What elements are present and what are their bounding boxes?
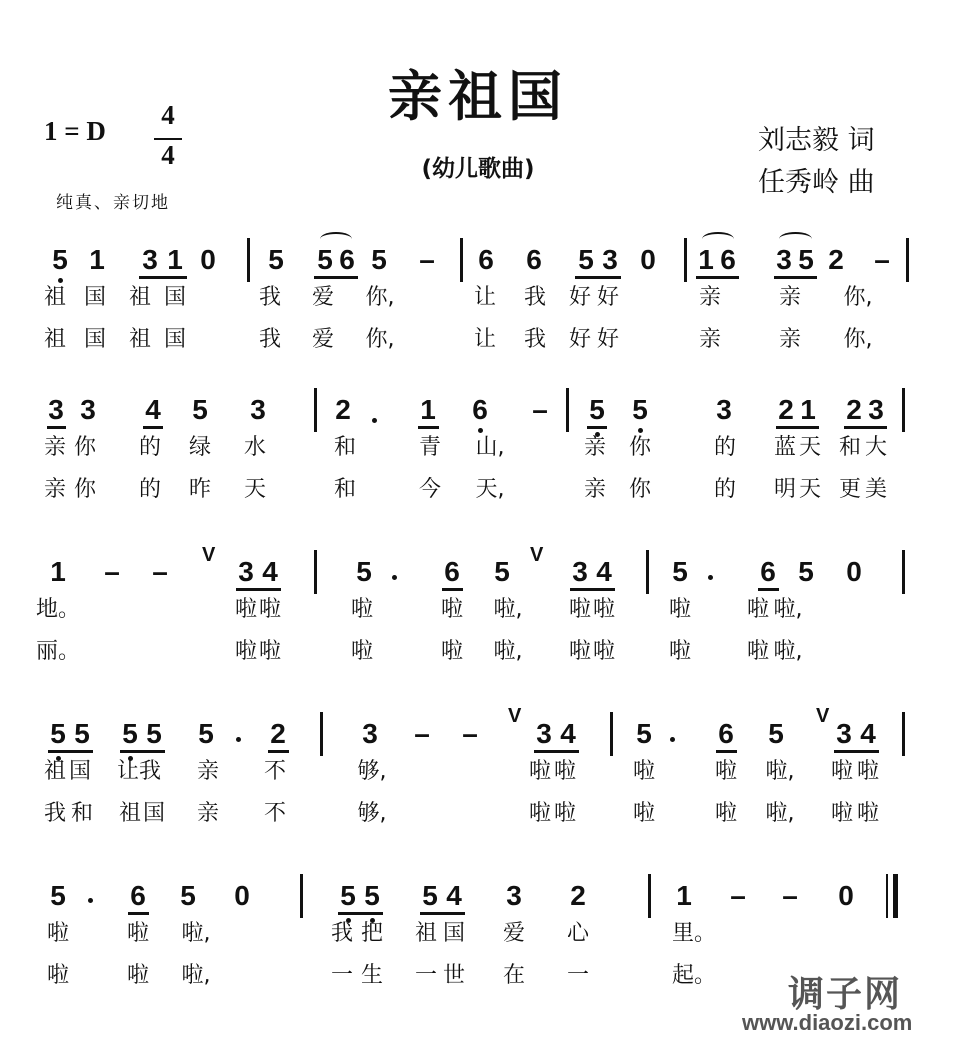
- lyric-word: 好: [596, 327, 619, 352]
- lyric-word: 啦: [528, 759, 551, 784]
- note: 4: [446, 880, 462, 911]
- note: –: [414, 718, 430, 749]
- tempo-marking: 纯真、亲切地: [56, 193, 170, 213]
- beam-underline: [143, 426, 163, 429]
- augmentation-dot: [670, 737, 675, 742]
- beam-underline: [48, 750, 93, 753]
- barline: [648, 874, 651, 918]
- note: 3: [48, 394, 64, 425]
- beam-underline: [420, 912, 465, 915]
- note: 5: [122, 718, 138, 749]
- lyric-word: 我: [523, 285, 546, 310]
- lyric-word: 啦: [856, 801, 879, 826]
- lyric-word: 啦,: [181, 921, 211, 946]
- lyric-word: 不: [263, 759, 286, 784]
- lyric-word: 天: [243, 477, 266, 502]
- lyric-word: 今: [418, 477, 441, 502]
- lower-octave-dot: [478, 428, 483, 433]
- lyric-word: 亲: [196, 759, 219, 784]
- note: 5: [589, 394, 605, 425]
- lyric-word: 你,: [365, 285, 395, 310]
- lyric-word: 美: [864, 477, 887, 502]
- note: 5: [146, 718, 162, 749]
- note: 5: [636, 718, 652, 749]
- lyric-word: 啦: [126, 921, 149, 946]
- lyric-word: 啦: [234, 639, 257, 664]
- note: –: [532, 394, 548, 425]
- note: –: [104, 556, 120, 587]
- lyric-word: 国: [142, 801, 165, 826]
- note: 3: [836, 718, 852, 749]
- augmentation-dot: [708, 575, 713, 580]
- barline: [460, 238, 463, 282]
- lyric-word: 祖: [128, 327, 151, 352]
- note: 0: [640, 244, 656, 275]
- note: 5: [52, 244, 68, 275]
- note: 2: [270, 718, 286, 749]
- note: 5: [180, 880, 196, 911]
- note: –: [874, 244, 890, 275]
- lyric-word: 水: [243, 435, 266, 460]
- lyric-word: 我: [523, 327, 546, 352]
- lyric-word: 在: [502, 963, 525, 988]
- lyric-word: 你: [73, 435, 96, 460]
- lyric-word: 啦: [668, 639, 691, 664]
- breath-mark: V: [816, 705, 830, 727]
- beam-underline: [575, 276, 621, 279]
- note: 1: [89, 244, 105, 275]
- beam-underline: [418, 426, 439, 429]
- lyric-word: 祖: [414, 921, 437, 946]
- lyric-word: 好: [596, 285, 619, 310]
- beam-underline: [120, 750, 165, 753]
- lyric-word: 啦: [592, 597, 615, 622]
- note: 5: [672, 556, 688, 587]
- lyric-word: 你: [73, 477, 96, 502]
- beam-underline: [774, 276, 817, 279]
- note: 0: [234, 880, 250, 911]
- lyric-word: 啦,: [773, 639, 803, 664]
- beam-underline: [776, 426, 819, 429]
- lyric-word: 啦: [528, 801, 551, 826]
- beam-underline: [716, 750, 737, 753]
- lyric-word: 啦,: [181, 963, 211, 988]
- note: 1: [50, 556, 66, 587]
- lyric-word: 和: [70, 801, 93, 826]
- note: 5: [50, 718, 66, 749]
- barline: [247, 238, 250, 282]
- lyric-word: 啦,: [765, 801, 795, 826]
- song-subtitle: (幼儿歌曲): [421, 156, 535, 182]
- lyric-word: 生: [360, 963, 383, 988]
- note: 4: [560, 718, 576, 749]
- lyric-word: 啦: [234, 597, 257, 622]
- breath-mark: V: [530, 544, 544, 566]
- note: 1: [676, 880, 692, 911]
- lyric-word: 好: [568, 327, 591, 352]
- beam-underline: [338, 912, 383, 915]
- lyric-word: 亲: [698, 285, 721, 310]
- beam-underline: [314, 276, 358, 279]
- lyric-word: 啦: [746, 597, 769, 622]
- lyricist-credit: 刘志毅 词: [758, 125, 875, 156]
- note: 5: [74, 718, 90, 749]
- barline: [320, 712, 323, 756]
- lyric-word: 一: [330, 963, 353, 988]
- barline: [902, 550, 905, 594]
- lyric-word: 爱: [311, 327, 334, 352]
- lyric-word: 我: [138, 759, 161, 784]
- note: 3: [250, 394, 266, 425]
- note: 6: [444, 556, 460, 587]
- note: 5: [494, 556, 510, 587]
- lyric-word: 亲: [698, 327, 721, 352]
- lyric-word: 天: [798, 477, 821, 502]
- lyric-word: 你,: [843, 285, 873, 310]
- lyric-word: 绿: [188, 435, 211, 460]
- beam-underline: [442, 588, 463, 591]
- note: 2: [828, 244, 844, 275]
- lyric-word: 啦: [350, 639, 373, 664]
- lyric-word: 不: [263, 801, 286, 826]
- barline: [314, 550, 317, 594]
- lyric-word: 啦: [714, 801, 737, 826]
- lyric-word: 啦,: [773, 597, 803, 622]
- lyric-word: 里。: [671, 921, 716, 946]
- beam-underline: [47, 426, 66, 429]
- lyric-word: 啦: [568, 597, 591, 622]
- note: 6: [130, 880, 146, 911]
- note: 2: [335, 394, 351, 425]
- lyric-word: 啦,: [765, 759, 795, 784]
- lyric-word: 大: [864, 435, 887, 460]
- note: 6: [478, 244, 494, 275]
- lyric-word: 啦,: [493, 597, 523, 622]
- lyric-word: 啦: [258, 639, 281, 664]
- note: 5: [768, 718, 784, 749]
- lyric-word: 啦: [830, 801, 853, 826]
- lyric-word: 啦: [632, 801, 655, 826]
- note: 6: [760, 556, 776, 587]
- lyric-word: 的: [138, 477, 161, 502]
- lyric-word: 你: [628, 435, 651, 460]
- lyric-word: 天,: [475, 477, 505, 502]
- note: 5: [192, 394, 208, 425]
- breath-mark: V: [202, 544, 216, 566]
- beam-underline: [128, 912, 149, 915]
- time-signature-bottom: 4: [161, 140, 175, 170]
- lyric-word: 让: [116, 759, 139, 784]
- augmentation-dot: [392, 575, 397, 580]
- lyric-word: 啦: [553, 759, 576, 784]
- barline: [566, 388, 569, 432]
- lyric-word: 祖: [43, 327, 66, 352]
- beam-underline: [844, 426, 887, 429]
- lyric-word: 啦: [440, 597, 463, 622]
- note: 1: [420, 394, 436, 425]
- lyric-word: 啦: [856, 759, 879, 784]
- lyric-word: 一: [566, 963, 589, 988]
- barline: [902, 712, 905, 756]
- note: 4: [145, 394, 161, 425]
- lyric-word: 我: [258, 327, 281, 352]
- note: 0: [200, 244, 216, 275]
- lyric-word: 地。: [35, 597, 80, 622]
- note: 1: [167, 244, 183, 275]
- barline: [300, 874, 303, 918]
- lyric-word: 亲: [43, 477, 66, 502]
- lyric-word: 蓝: [773, 435, 796, 460]
- note: –: [730, 880, 746, 911]
- beam-underline: [236, 588, 281, 591]
- composer-credit: 任秀岭 曲: [758, 167, 875, 198]
- beam-underline: [534, 750, 579, 753]
- lyric-word: 啦: [592, 639, 615, 664]
- key-signature: 1 = D: [44, 116, 106, 146]
- beam-underline: [268, 750, 289, 753]
- note: 5: [356, 556, 372, 587]
- time-signature-top: 4: [161, 100, 175, 130]
- note: –: [152, 556, 168, 587]
- note: 3: [536, 718, 552, 749]
- lyric-word: 啦: [350, 597, 373, 622]
- lyric-word: 啦: [258, 597, 281, 622]
- watermark-brand: 调子网: [788, 974, 903, 1015]
- note: –: [419, 244, 435, 275]
- lyric-word: 啦: [746, 639, 769, 664]
- lyric-word: 和: [333, 435, 356, 460]
- augmentation-dot: [372, 418, 377, 423]
- lyric-word: 昨: [188, 477, 211, 502]
- lyric-word: 祖: [128, 285, 151, 310]
- lyric-word: 你,: [365, 327, 395, 352]
- note: 0: [846, 556, 862, 587]
- note: 3: [776, 244, 792, 275]
- note: 1: [800, 394, 816, 425]
- beam-underline: [139, 276, 187, 279]
- beam-underline: [587, 426, 607, 429]
- lyric-word: 亲: [778, 327, 801, 352]
- lyric-word: 祖: [118, 801, 141, 826]
- final-barline-thick: [893, 874, 898, 918]
- note: 2: [778, 394, 794, 425]
- note: 1: [698, 244, 714, 275]
- lyric-word: 和: [838, 435, 861, 460]
- lyric-word: 起。: [671, 963, 716, 988]
- slur: [320, 232, 352, 246]
- lyric-word: 你: [628, 477, 651, 502]
- lyric-word: 心: [566, 921, 589, 946]
- lyric-word: 啦: [46, 921, 69, 946]
- note: 2: [570, 880, 586, 911]
- lyric-word: 亲: [196, 801, 219, 826]
- lower-octave-dot: [638, 428, 643, 433]
- lyric-word: 我: [330, 921, 353, 946]
- note: 2: [846, 394, 862, 425]
- note: 6: [718, 718, 734, 749]
- lyric-word: 祖: [43, 285, 66, 310]
- slur: [779, 232, 812, 246]
- barline: [610, 712, 613, 756]
- lyric-word: 一: [414, 963, 437, 988]
- note: 5: [50, 880, 66, 911]
- lyric-word: 啦: [714, 759, 737, 784]
- lyric-word: 国: [83, 327, 106, 352]
- note: 0: [838, 880, 854, 911]
- lyric-word: 更: [838, 477, 861, 502]
- note: 3: [362, 718, 378, 749]
- lyric-word: 啦: [553, 801, 576, 826]
- beam-underline: [696, 276, 739, 279]
- note: 6: [720, 244, 736, 275]
- lyric-word: 爱: [311, 285, 334, 310]
- note: 4: [262, 556, 278, 587]
- barline: [684, 238, 687, 282]
- augmentation-dot: [88, 898, 93, 903]
- lyric-word: 的: [713, 435, 736, 460]
- note: 3: [868, 394, 884, 425]
- song-title: 亲祖国: [388, 65, 568, 128]
- note: 5: [578, 244, 594, 275]
- lyric-word: 青: [418, 435, 441, 460]
- lyric-word: 啦,: [493, 639, 523, 664]
- note: 6: [526, 244, 542, 275]
- final-barline-thin: [886, 874, 888, 918]
- note: –: [462, 718, 478, 749]
- lyric-word: 啦: [126, 963, 149, 988]
- lyric-word: 亲: [583, 477, 606, 502]
- note: 5: [198, 718, 214, 749]
- lyric-word: 爱: [502, 921, 525, 946]
- note: 5: [317, 244, 333, 275]
- lyric-word: 的: [138, 435, 161, 460]
- note: 6: [472, 394, 488, 425]
- note: 5: [422, 880, 438, 911]
- lyric-word: 国: [163, 327, 186, 352]
- lyric-word: 国: [442, 921, 465, 946]
- lyric-word: 我: [43, 801, 66, 826]
- lyric-word: 够,: [357, 801, 387, 826]
- lyric-word: 啦: [568, 639, 591, 664]
- barline: [902, 388, 905, 432]
- lyric-word: 山,: [475, 435, 505, 460]
- lyric-word: 我: [258, 285, 281, 310]
- lyric-word: 亲: [778, 285, 801, 310]
- lyric-word: 明: [773, 477, 796, 502]
- lyric-word: 祖: [43, 759, 66, 784]
- note: 5: [798, 244, 814, 275]
- lyric-word: 国: [163, 285, 186, 310]
- note: 3: [572, 556, 588, 587]
- lyric-word: 你,: [843, 327, 873, 352]
- lyric-word: 和: [333, 477, 356, 502]
- note: 3: [142, 244, 158, 275]
- note: 3: [716, 394, 732, 425]
- note: 3: [238, 556, 254, 587]
- beam-underline: [570, 588, 615, 591]
- note: 5: [632, 394, 648, 425]
- note: –: [782, 880, 798, 911]
- note: 6: [339, 244, 355, 275]
- lyric-word: 亲: [583, 435, 606, 460]
- lower-octave-dot: [58, 278, 63, 283]
- lyric-word: 国: [68, 759, 91, 784]
- note: 3: [602, 244, 618, 275]
- note: 3: [506, 880, 522, 911]
- note: 5: [798, 556, 814, 587]
- note: 4: [596, 556, 612, 587]
- note: 4: [860, 718, 876, 749]
- watermark-url: www.diaozi.com: [742, 1010, 913, 1035]
- barline: [906, 238, 909, 282]
- lyric-word: 丽。: [35, 639, 80, 664]
- lyric-word: 啦: [440, 639, 463, 664]
- note: 5: [364, 880, 380, 911]
- lyric-word: 的: [713, 477, 736, 502]
- augmentation-dot: [236, 737, 241, 742]
- note: 5: [340, 880, 356, 911]
- lyric-word: 把: [360, 921, 383, 946]
- slur: [702, 232, 734, 246]
- lyric-word: 天: [798, 435, 821, 460]
- note: 3: [80, 394, 96, 425]
- lyric-word: 啦: [668, 597, 691, 622]
- beam-underline: [834, 750, 879, 753]
- lyric-word: 世: [442, 963, 465, 988]
- lyric-word: 国: [83, 285, 106, 310]
- note: 5: [371, 244, 387, 275]
- lyric-word: 好: [568, 285, 591, 310]
- beam-underline: [758, 588, 779, 591]
- note: 5: [268, 244, 284, 275]
- lyric-word: 啦: [46, 963, 69, 988]
- lyric-word: 让: [473, 327, 496, 352]
- barline: [646, 550, 649, 594]
- barline: [314, 388, 317, 432]
- lyric-word: 啦: [830, 759, 853, 784]
- lyric-word: 让: [473, 285, 496, 310]
- lyric-word: 啦: [632, 759, 655, 784]
- lyric-word: 亲: [43, 435, 66, 460]
- lyric-word: 够,: [357, 759, 387, 784]
- breath-mark: V: [508, 705, 522, 727]
